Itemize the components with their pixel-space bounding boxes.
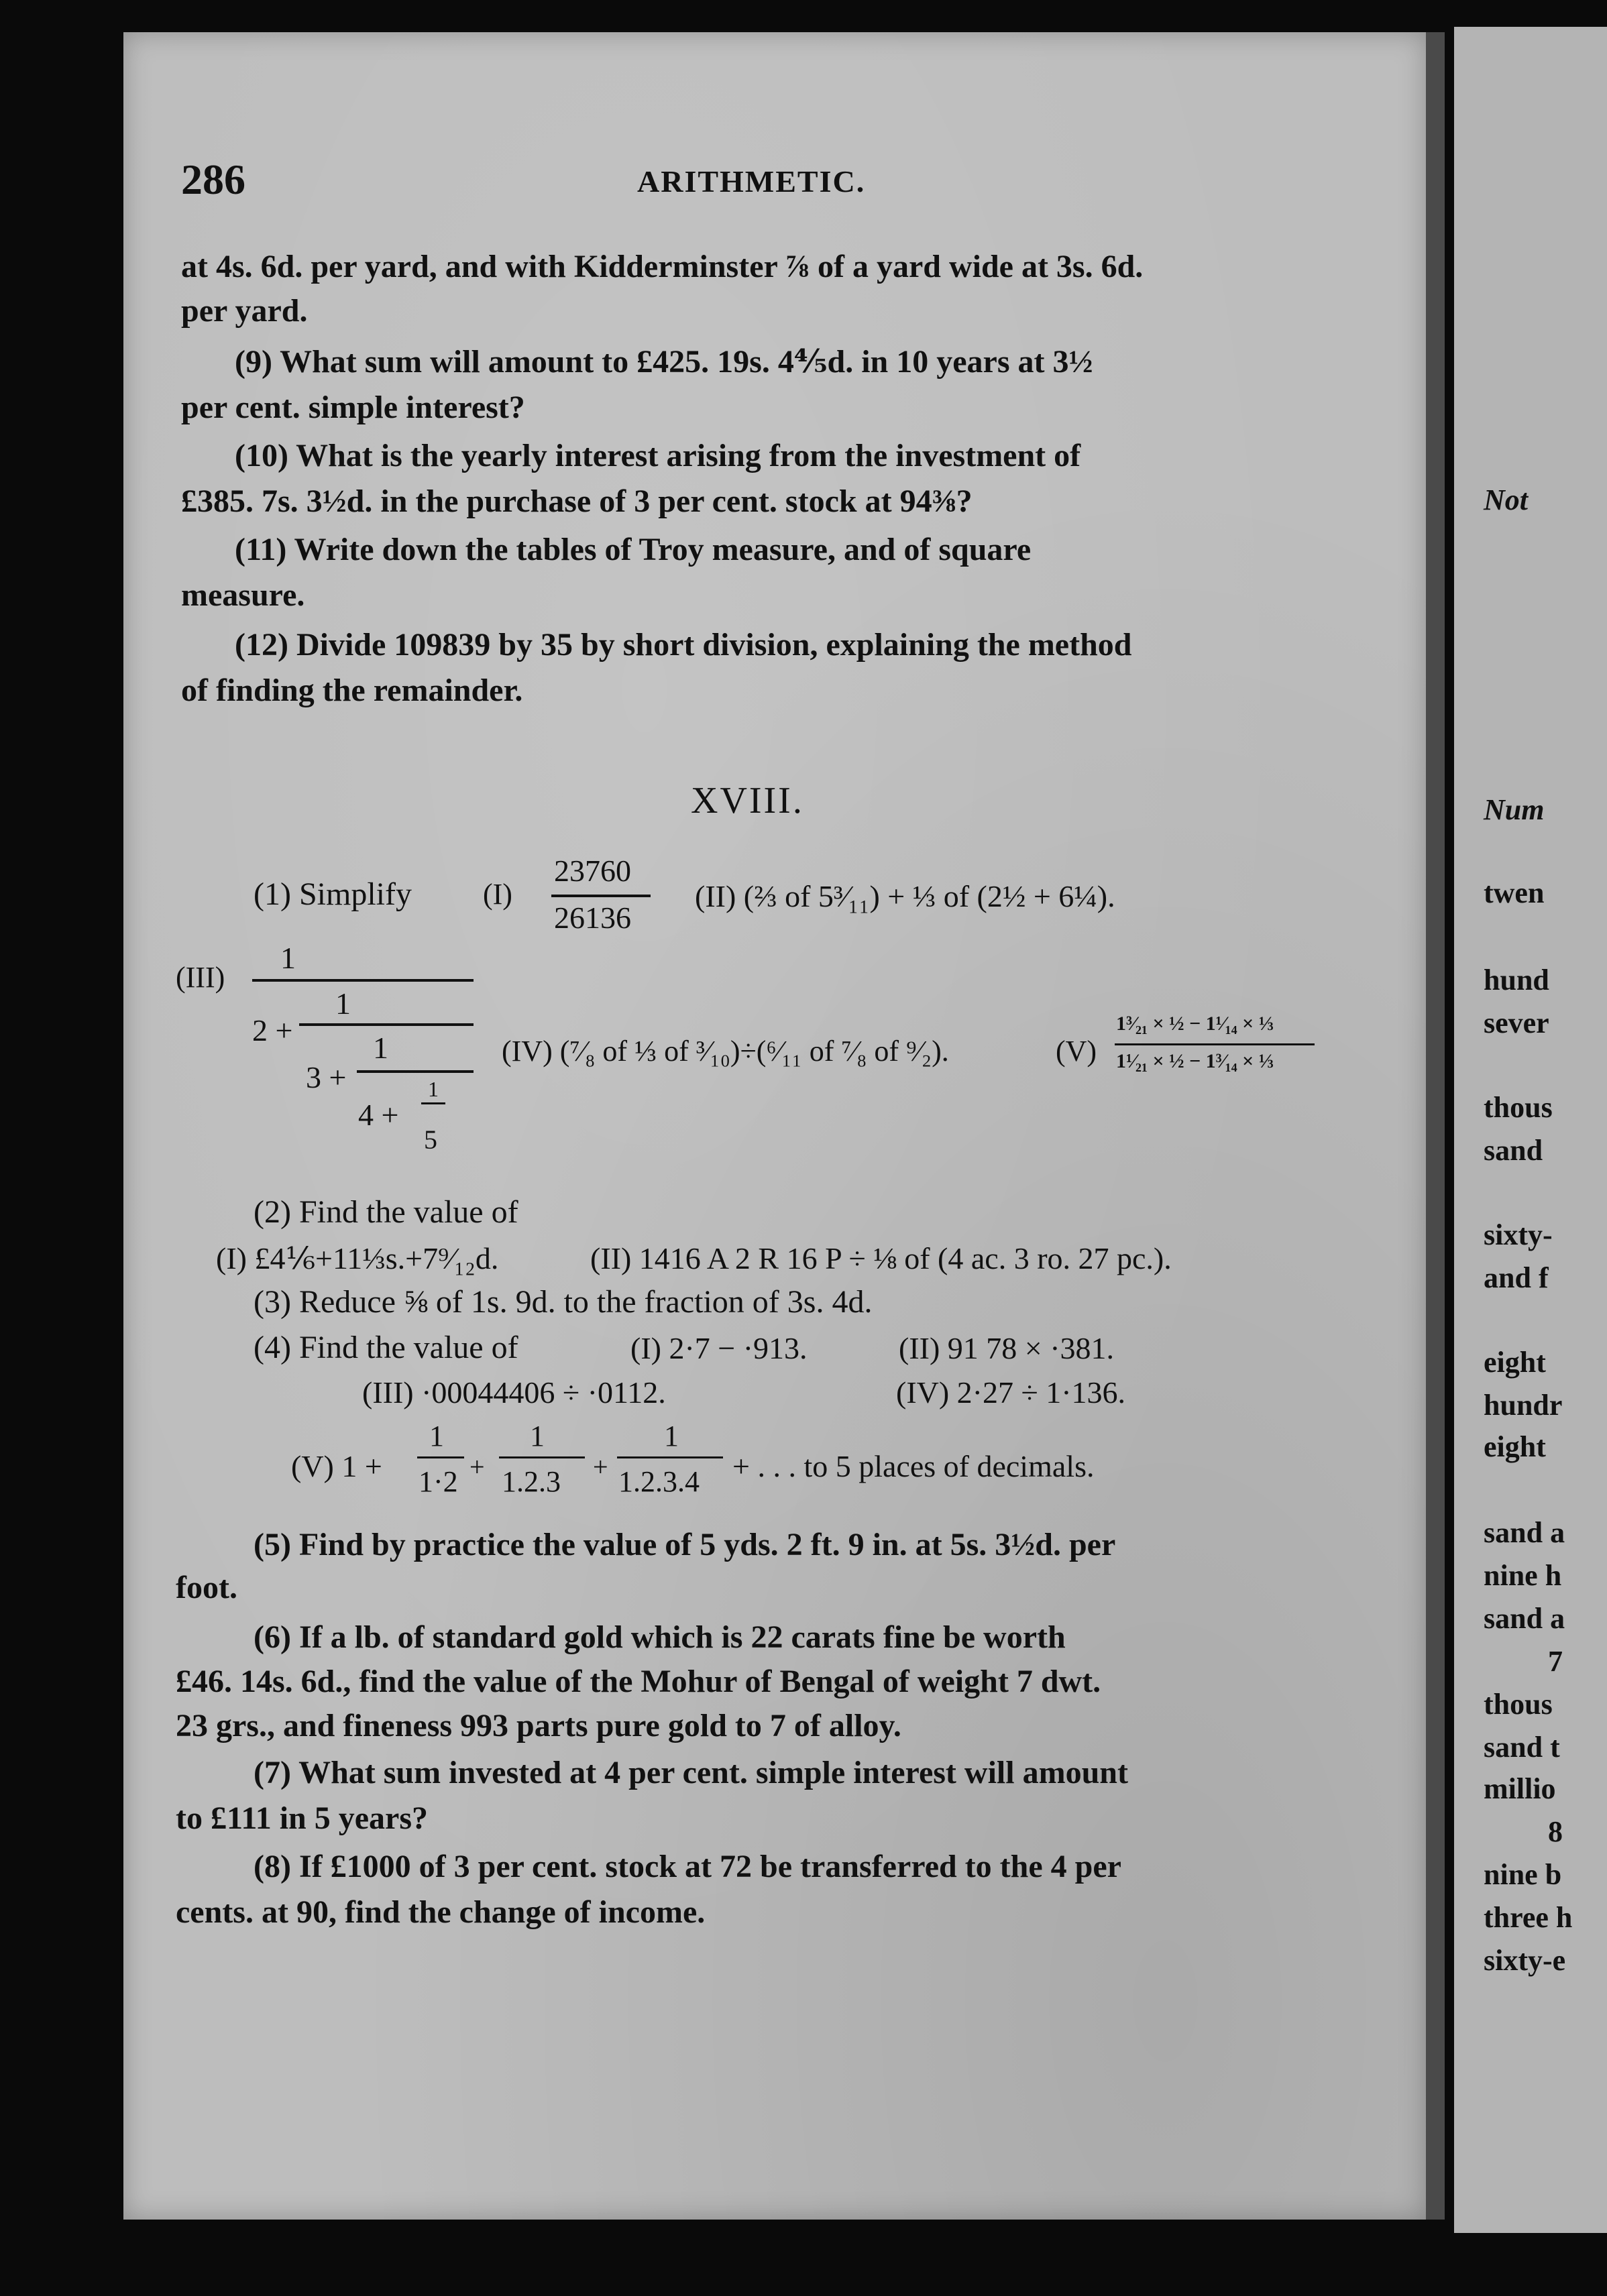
question-8-cont: cents. at 90, find the change of income. — [176, 1894, 706, 1930]
question-9: (9) What sum will amount to £425. 19s. 4⅘d. in 10 years at 3½ — [235, 344, 1093, 380]
q4-v-tail: + . . . to 5 places of decimals. — [732, 1449, 1095, 1483]
fraction-bar — [252, 979, 474, 982]
plus-sign: + — [469, 1452, 485, 1482]
q4-v-term-den: 1·2 — [419, 1465, 458, 1498]
q1-part-iv: (IV) (⁷⁄₈ of ⅓ of ³⁄₁₀)÷(⁶⁄₁₁ of ⁷⁄₈ of ⁹⁄₂). — [502, 1035, 949, 1068]
q4-v-term-den: 1.2.3.4 — [618, 1465, 700, 1498]
book-gutter — [1426, 32, 1445, 2220]
question-11-cont: measure. — [181, 577, 305, 613]
fraction-bar — [1115, 1043, 1315, 1045]
fraction-bar — [499, 1456, 585, 1458]
q1-i-numerator: 23760 — [554, 854, 631, 888]
question-9-cont: per cent. simple interest? — [181, 390, 525, 425]
adjacent-page-text: Not — [1484, 483, 1528, 516]
question-2-label: (2) Find the value of — [254, 1194, 518, 1230]
q1-v-denominator: 1¹⁄₂₁ × ½ − 1³⁄₁₄ × ⅓ — [1116, 1050, 1274, 1072]
question-10-cont: £385. 7s. 3½d. in the purchase of 3 per cent. stock at 94⅜? — [181, 483, 973, 519]
question-12-cont: of finding the remainder. — [181, 673, 523, 708]
q1-part-ii: (II) (⅔ of 5³⁄₁₁) + ⅓ of (2½ + 6¼). — [695, 879, 1115, 913]
fraction-bar — [357, 1070, 474, 1073]
cf-term: 1 — [428, 1077, 439, 1101]
adjacent-page-text: nine h — [1484, 1559, 1562, 1592]
question-6-cont: £46. 14s. 6d., find the value of the Mohur of Bengal of weight 7 dwt. — [176, 1664, 1101, 1699]
running-title: ARITHMETIC. — [637, 164, 866, 198]
question-6: (6) If a lb. of standard gold which is 22 carats fine be worth — [254, 1619, 1066, 1655]
question-6-cont: 23 grs., and fineness 993 parts pure gold to 7 of alloy. — [176, 1708, 901, 1743]
question-12: (12) Divide 109839 by 35 by short division, explaining the method — [235, 627, 1132, 663]
question-7-cont: to £111 in 5 years? — [176, 1800, 429, 1836]
plus-sign: + — [593, 1452, 608, 1482]
adjacent-page-fragment — [1454, 27, 1607, 2233]
q4-part-i: (I) 2·7 − ·913. — [630, 1331, 808, 1365]
cf-term: 5 — [424, 1125, 437, 1155]
question-10: (10) What is the yearly interest arising from the investment of — [235, 438, 1081, 473]
q4-v-term-num: 1 — [664, 1420, 679, 1452]
adjacent-page-text: 8 — [1548, 1815, 1563, 1848]
adjacent-page-text: millio — [1484, 1772, 1556, 1805]
adjacent-page-text: Num — [1484, 793, 1545, 826]
q4-v-term-num: 1 — [530, 1420, 545, 1452]
adjacent-page-text: three h — [1484, 1901, 1573, 1934]
q4-part-ii: (II) 91 78 × ·381. — [899, 1331, 1115, 1365]
question-5-cont: foot. — [176, 1570, 237, 1605]
adjacent-page-text: hund — [1484, 964, 1549, 996]
q1-part-v-label: (V) — [1056, 1035, 1097, 1068]
fraction-bar — [299, 1023, 474, 1026]
q4-v-label: (V) 1 + — [291, 1449, 382, 1483]
page-number: 286 — [181, 156, 245, 203]
q1-part-iii-label: (III) — [176, 961, 225, 994]
adjacent-page-text: eight — [1484, 1430, 1546, 1463]
cf-term: 3 + — [306, 1060, 347, 1094]
question-5: (5) Find by practice the value of 5 yds. 2 ft. 9 in. at 5s. 3½d. per — [254, 1527, 1116, 1562]
cf-term: 2 + — [252, 1013, 293, 1047]
q4-v-term-num: 1 — [429, 1420, 444, 1452]
text-line: at 4s. 6d. per yard, and with Kidderminster ⅞ of a yard wide at 3s. 6d. — [181, 249, 1144, 284]
adjacent-page-text: sand — [1484, 1134, 1543, 1167]
fraction-bar — [417, 1456, 464, 1458]
q4-part-iii: (III) ·00044406 ÷ ·0112. — [362, 1375, 666, 1410]
q4-part-iv: (IV) 2·27 ÷ 1·136. — [896, 1375, 1126, 1410]
adjacent-page-text: and f — [1484, 1261, 1549, 1294]
question-7: (7) What sum invested at 4 per cent. simple interest will amount — [254, 1755, 1128, 1790]
q1-part-i-label: (I) — [483, 878, 512, 911]
q1-i-denominator: 26136 — [554, 901, 631, 935]
section-title: XVIII. — [691, 780, 804, 821]
cf-term: 4 + — [358, 1098, 399, 1132]
question-11: (11) Write down the tables of Troy measure, and of square — [235, 532, 1032, 567]
question-1-label: (1) Simplify — [254, 876, 412, 912]
adjacent-page-text: thous — [1484, 1688, 1553, 1721]
adjacent-page-text: sand a — [1484, 1602, 1565, 1635]
question-3: (3) Reduce ⅝ of 1s. 9d. to the fraction of 3s. 4d. — [254, 1284, 873, 1320]
adjacent-page-text: nine b — [1484, 1858, 1562, 1891]
q2-part-i: (I) £4⅙+11⅓s.+7⁹⁄₁₂d. — [216, 1241, 499, 1275]
adjacent-page-text: hundr — [1484, 1389, 1563, 1422]
adjacent-page-text: 7 — [1548, 1645, 1563, 1678]
cf-term: 1 — [335, 986, 351, 1021]
adjacent-page-text: sand t — [1484, 1731, 1560, 1764]
question-8: (8) If £1000 of 3 per cent. stock at 72 be transferred to the 4 per — [254, 1849, 1121, 1884]
q2-part-ii: (II) 1416 A 2 R 16 P ÷ ⅛ of (4 ac. 3 ro. 27 pc.). — [590, 1241, 1172, 1275]
q4-v-term-den: 1.2.3 — [502, 1465, 561, 1498]
adjacent-page-text: thous — [1484, 1091, 1553, 1124]
adjacent-page-text: eight — [1484, 1346, 1546, 1379]
adjacent-page-text: sixty-e — [1484, 1944, 1566, 1977]
fraction-bar — [551, 895, 651, 897]
question-4-label: (4) Find the value of — [254, 1330, 518, 1365]
adjacent-page-text: sand a — [1484, 1516, 1565, 1549]
cf-term: 1 — [280, 941, 296, 975]
adjacent-page-text: sever — [1484, 1007, 1549, 1039]
adjacent-page-text: sixty- — [1484, 1218, 1553, 1251]
text-line: per yard. — [181, 293, 308, 329]
fraction-bar — [617, 1456, 723, 1458]
cf-term: 1 — [373, 1031, 388, 1065]
q1-v-numerator: 1³⁄₂₁ × ½ − 1¹⁄₁₄ × ⅓ — [1116, 1013, 1274, 1035]
fraction-bar — [421, 1102, 445, 1104]
adjacent-page-text: twen — [1484, 876, 1545, 909]
